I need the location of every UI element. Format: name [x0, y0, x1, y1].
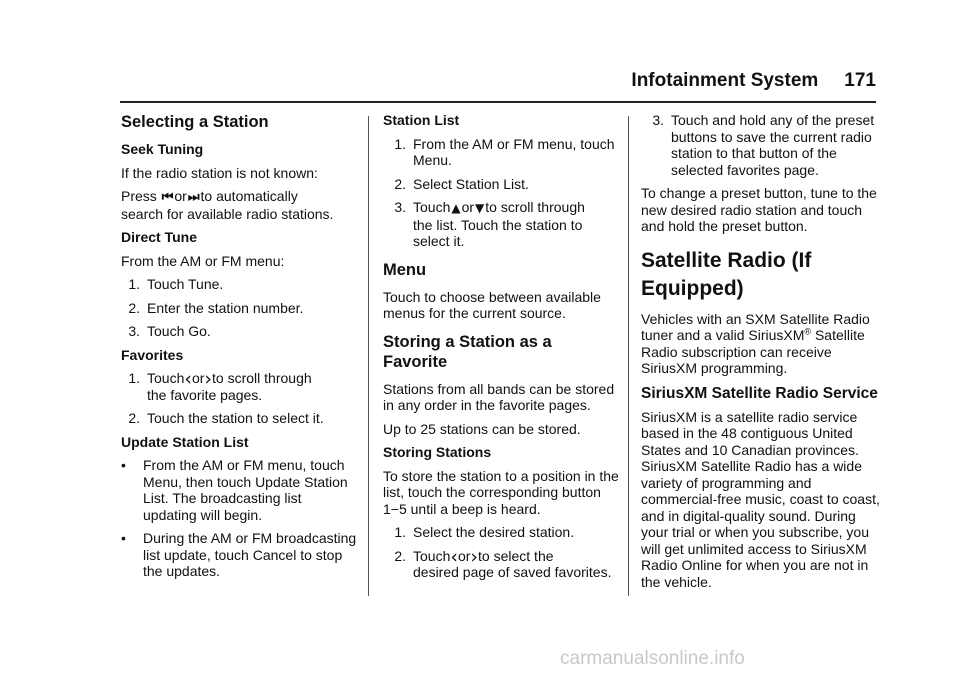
section-heading-satellite-radio: Satellite Radio (If Equipped) [641, 248, 812, 300]
list-item: • During the AM or FM broadcasting list update, touch Cancel to stop the updates. [121, 530, 357, 579]
list-item: 2. Touch the station to select it. [128, 410, 324, 426]
header-divider [120, 101, 876, 103]
list-item: 3. Touch and hold any of the preset buttons to save the current radio station to that button of the selected favorites page. [652, 112, 875, 178]
section-heading-siriusxm-service: SiriusXM Satellite Radio Service [641, 384, 878, 402]
page-number: 171 [844, 70, 876, 91]
bullet: • [121, 457, 126, 473]
paragraph: If the radio station is not known: [121, 164, 318, 181]
column-3 [641, 108, 881, 597]
list-item: 1. Touch‹or›to scroll through the favorite pages. [128, 368, 312, 403]
list-item: • From the AM or FM menu, touch Menu, then touch Update Station List. The broadcasting list updating will begin. [121, 457, 348, 523]
list-item: 1. Touch Tune. [128, 276, 224, 292]
chevron-left-icon: ‹ [184, 368, 192, 390]
list-item: 3. Touch▲or▼to scroll through the list. Touch the station to select it. [394, 199, 585, 249]
chevron-left-icon: ‹ [450, 545, 458, 568]
seek-back-icon: ⏮ [161, 189, 174, 204]
watermark: carmanualsonline.info [560, 648, 745, 669]
column-1 [121, 108, 357, 587]
paragraph: Up to 25 stations can be stored. [383, 420, 581, 437]
paragraph: To change a preset button, tune to the new desired radio station and touch and hold the preset button. [641, 185, 877, 234]
paragraph: From the AM or FM menu: [121, 252, 285, 269]
list-item: 2. Select Station List. [394, 175, 529, 192]
paragraph: SiriusXM is a satellite radio service based in the 48 contiguous United States and 10 Canadian provinces. SiriusXM Satellite Radio has a wide variety of programming and commercial-free music, coast to coast, and in digital-quality sound. During your trial or when you subscribe, you will get unlimited access to SiriusXM Radio Online for when you are not in the vehicle. [641, 408, 880, 590]
section-title: Infotainment System [631, 70, 819, 91]
section-heading-storing: Storing a Station as a Favorite [383, 332, 552, 371]
chevron-right-icon: › [204, 368, 213, 390]
list-item: 1. Select the desired station. [394, 524, 575, 540]
paragraph-seek: Press ⏮or⏭to automatically search for available radio stations. [121, 188, 334, 222]
subheading-seek-tuning: Seek Tuning [121, 141, 204, 157]
subheading-favorites: Favorites [121, 346, 184, 363]
list-item: 3. Touch Go. [128, 323, 211, 339]
paragraph: Touch to choose between available menus for the current source. [383, 288, 601, 321]
paragraph: To store the station to a position in the list, touch the corresponding button 1−5 until a beep is heard. [383, 467, 619, 517]
bullet: • [121, 530, 126, 546]
column-divider [368, 116, 369, 596]
registered-mark: ® [804, 326, 812, 337]
list-item: 2. Touch‹or›to select the desired page of saved favorites. [394, 545, 612, 580]
section-heading-selecting-station: Selecting a Station [121, 113, 269, 131]
subheading-update-station-list: Update Station List [121, 433, 249, 450]
subheading-station-list: Station List [383, 112, 460, 128]
paragraph: Stations from all bands can be stored in any order in the favorite pages. [383, 380, 615, 413]
list-item: 1. From the AM or FM menu, touch Menu. [394, 135, 615, 168]
arrow-down-icon: ▼ [475, 201, 485, 215]
page-header [604, 70, 876, 92]
seek-forward-icon: ⏭ [187, 189, 200, 204]
subheading-direct-tune: Direct Tune [121, 229, 197, 245]
arrow-up-icon: ▲ [451, 201, 461, 215]
section-heading-menu: Menu [383, 260, 427, 279]
list-item: 2. Enter the station number. [128, 299, 304, 316]
paragraph-satellite: Vehicles with an SXM Satellite Radio tuner and a valid SiriusXM® Satellite Radio subscription can receive SiriusXM programming. [641, 310, 870, 376]
subheading-storing-stations: Storing Stations [383, 444, 492, 460]
column-2 [383, 108, 619, 588]
chevron-right-icon: › [470, 545, 479, 568]
column-divider [628, 116, 629, 596]
